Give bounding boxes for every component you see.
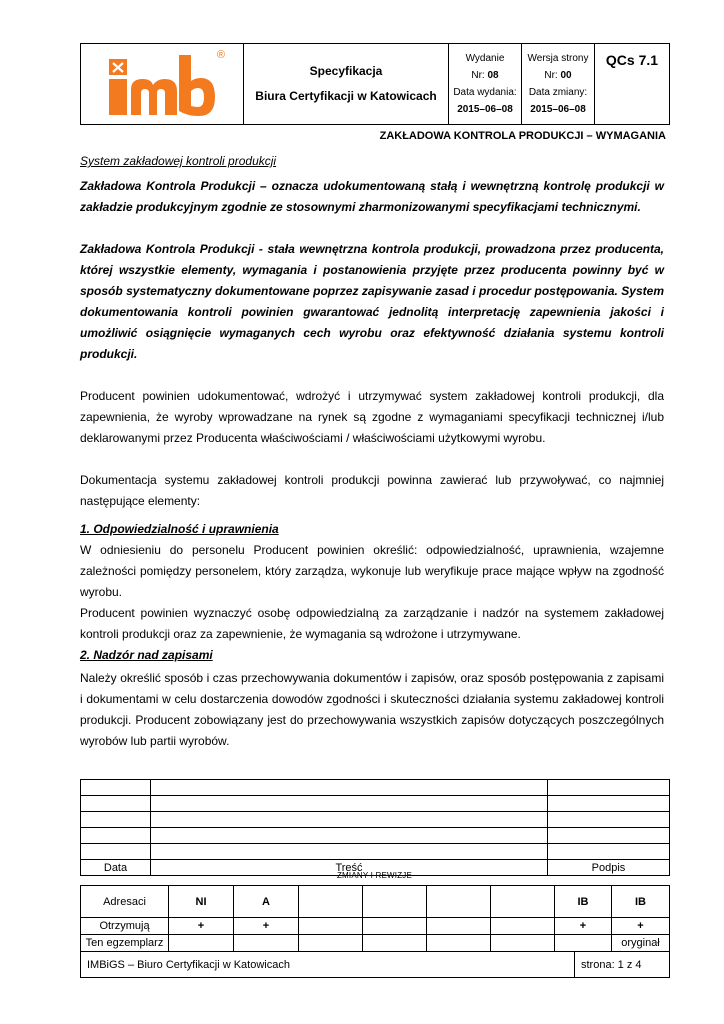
adresaci-cell: NI: [169, 886, 234, 918]
definition-1: Zakładowa Kontrola Produkcji – oznacza udokumentowaną stałą i wewnętrzną kontrolę produkcji w zakładzie produkcyjnym zgodnie ze stosownymi zharmonizowanymi specyfikacjami technicznymi.: [80, 179, 664, 214]
issue-date: 2015–06–08: [457, 104, 513, 115]
heading-responsibility: 1. Odpowiedzialność i uprawnienia: [80, 522, 279, 536]
changes-caption: ZMIANY I REWIZJE: [336, 871, 413, 880]
adresaci-cell: [363, 886, 427, 918]
edition-number: 08: [487, 70, 499, 81]
changes-row: [81, 812, 670, 828]
edition-number-row: [449, 67, 521, 84]
page-number: strona: 1 z 4: [575, 952, 670, 978]
adresaci-cell: [427, 886, 491, 918]
issue-date-label: Data wydania:: [453, 87, 517, 98]
changes-signature-header: Podpis: [548, 860, 670, 876]
version-number-row: [522, 67, 594, 84]
responsibility-paragraph-2: Producent powinien wyznaczyć osobę odpowiedzialną za zarządzanie i nadzór na systemem zakładowej kontroli produkcji oraz za zapewnienie, że wymagania są wdrożone i utrzymywane.: [80, 606, 664, 641]
adresaci-cell: [491, 886, 555, 918]
edition-cell: [449, 44, 522, 125]
adresaci-cell: IB: [612, 886, 670, 918]
document-header: [80, 43, 670, 125]
egzemplarz-cell: oryginał: [612, 935, 670, 952]
changes-row: [81, 844, 670, 860]
version-number: 00: [560, 70, 572, 81]
page-footer: [80, 951, 670, 978]
otrzymuja-cell: +: [555, 918, 612, 935]
distribution-row-otrzymuja: [81, 918, 670, 935]
egzemplarz-cell: [427, 935, 491, 952]
egzemplarz-cell: [234, 935, 299, 952]
distribution-row-egzemplarz: [81, 935, 670, 952]
change-date-label: Data zmiany:: [528, 87, 588, 98]
version-nr-label: Nr:: [544, 70, 558, 81]
doc-code: QCs 7.1: [595, 44, 670, 125]
version-label: Wersja strony: [527, 53, 589, 64]
changes-content-header: Treść: [151, 860, 548, 876]
egzemplarz-cell: [299, 935, 363, 952]
version-cell: [522, 44, 595, 125]
otrzymuja-label: Otrzymują: [81, 918, 169, 935]
adresaci-label: Adresaci: [81, 886, 169, 918]
egzemplarz-label: Ten egzemplarz: [81, 935, 169, 952]
definition-2: Zakładowa Kontrola Produkcji - stała wewnętrzna kontrola produkcji, prowadzona przez producenta, której wszystkie elementy, wymagania i postanowienia przyjęte przez producenta powinny być w sposób systematyczny dokumentowane poprzez zapisywanie zasad i procedur postępowania. System dokumentowania kontroli powinien gwarantować jednolitą interpretację zapewnienia jakości i umożliwić osiągnięcie wymaganych cech wyrobu oraz efektywność działania systemu kontroli produkcji.: [80, 242, 664, 361]
distribution-row-adresaci: [81, 886, 670, 918]
heading-records: 2. Nadzór nad zapisami: [80, 648, 213, 662]
change-date: 2015–06–08: [530, 104, 586, 115]
otrzymuja-cell: +: [169, 918, 234, 935]
responsibility-paragraph-1: W odniesieniu do personelu Producent powinien określić: odpowiedzialność, uprawnienia, wzajemne zależności pomiędzy personelem, który zarządza, wykonuje lub weryfikuje prace mające wpływ na zgodność wyrobu.: [80, 543, 664, 599]
otrzymuja-cell: [363, 918, 427, 935]
paragraph-2: Dokumentacja systemu zakładowej kontroli produkcji powinna zawierać lub przywoływać, co najmniej następujące elementy:: [80, 473, 664, 508]
egzemplarz-cell: [363, 935, 427, 952]
logo-cell: [81, 44, 244, 125]
adresaci-cell: A: [234, 886, 299, 918]
distribution-table: [80, 885, 670, 952]
otrzymuja-cell: +: [612, 918, 670, 935]
adresaci-cell: IB: [555, 886, 612, 918]
changes-table: [80, 779, 670, 876]
edition-nr-label: Nr:: [471, 70, 485, 81]
footer-organization: IMBiGS – Biuro Certyfikacji w Katowicach: [81, 952, 575, 978]
egzemplarz-cell: [169, 935, 234, 952]
imb-logo-graphic: [107, 51, 217, 117]
main-content: [80, 151, 664, 752]
paragraph-1: Producent powinien udokumentować, wdrożyć i utrzymywać system zakładowej kontroli produkcji, dla zapewnienia, że wyroby wprowadzane na rynek są zgodne z wymaganiami specyfikacji technicznej i/lub deklarowanymi przez Producenta właściwościami / właściwościami użytkowymi wyrobu.: [80, 389, 664, 445]
edition-label: Wydanie: [465, 53, 505, 64]
content-subtitle: System zakładowej kontroli produkcji: [80, 154, 277, 168]
spec-title: Specyfikacja: [309, 64, 383, 78]
spec-subtitle: Biura Certyfikacji w Katowicach: [255, 89, 437, 103]
otrzymuja-cell: [299, 918, 363, 935]
changes-date-header: Data: [81, 860, 151, 876]
registered-mark: ®: [216, 49, 225, 61]
title-cell: [244, 44, 449, 125]
otrzymuja-cell: +: [234, 918, 299, 935]
imb-logo: [107, 49, 225, 117]
adresaci-cell: [299, 886, 363, 918]
section-title: ZAKŁADOWA KONTROLA PRODUKCJI – WYMAGANIA: [379, 130, 666, 142]
changes-row: [81, 780, 670, 796]
egzemplarz-cell: [491, 935, 555, 952]
changes-row: [81, 796, 670, 812]
otrzymuja-cell: [427, 918, 491, 935]
egzemplarz-cell: [555, 935, 612, 952]
records-paragraph: Należy określić sposób i czas przechowywania dokumentów i zapisów, oraz sposób postępowania z zapisami i dokumentami w celu dostarczenia dowodów zgodności i skuteczności działania systemu zakładowej kontroli produkcji. Producent zobowiązany jest do przechowywania wszystkich zapisów dotyczących poszczególnych wyrobów lub partii wyrobów.: [80, 671, 664, 748]
changes-row: [81, 828, 670, 844]
otrzymuja-cell: [491, 918, 555, 935]
